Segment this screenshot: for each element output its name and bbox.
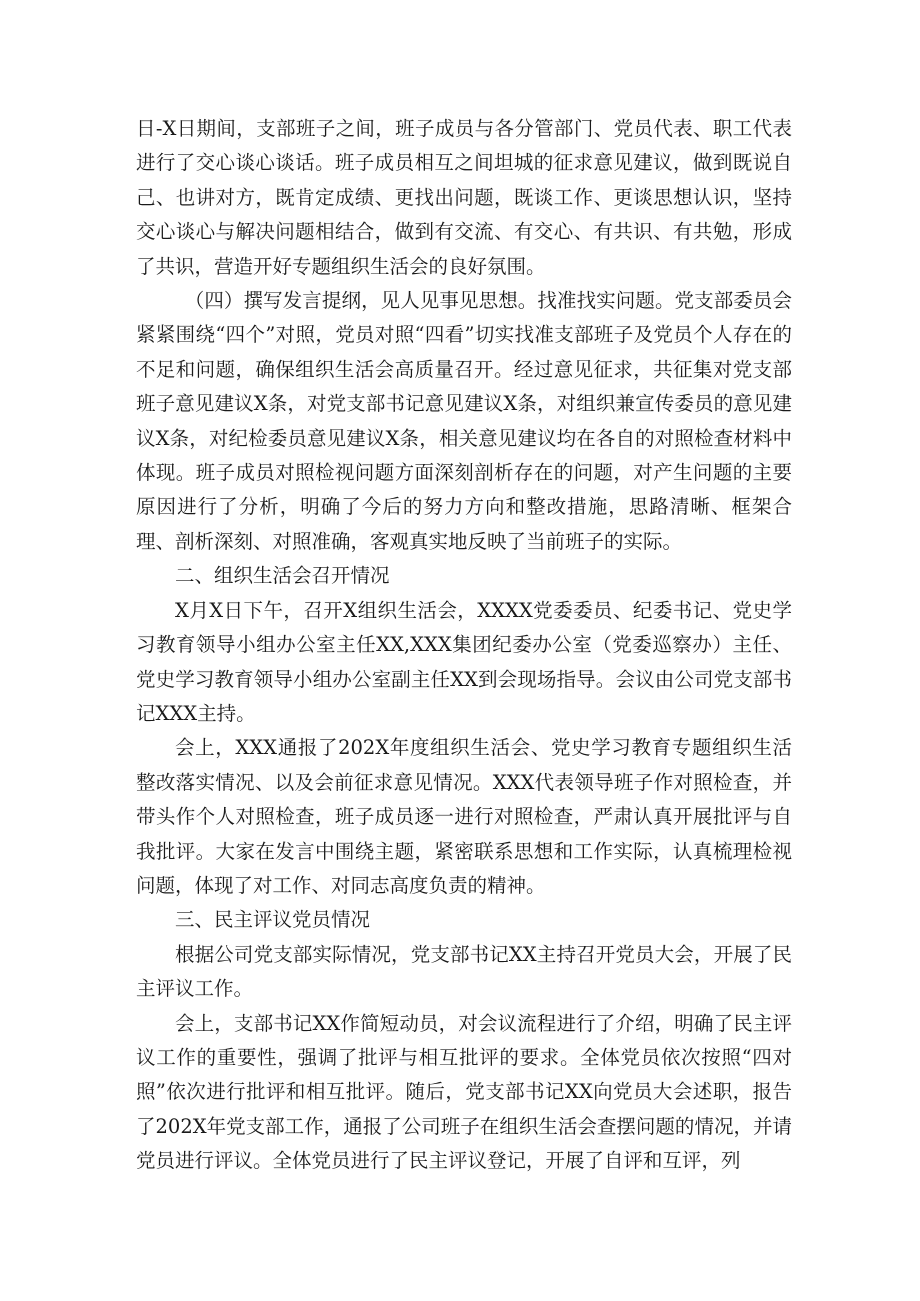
paragraph-meeting-content: 会上，XXX通报了202X年度组织生活会、党史学习教育专题组织生活整改落实情况、以及会前征求意见情况。XXX代表领导班子作对照检查，并带头作个人对照检查，班子成员逐一进行对照检查，严肃认真开展批评与自我批评。大家在发言中围绕主题，紧密联系思想和工作实际，认真梳理检视问题，体现了对工作、对同志高度负责的精神。: [136, 736, 792, 897]
paragraph-evaluation-intro: 根据公司党支部实际情况，党支部书记XX主持召开党员大会，开展了民主评议工作。: [136, 942, 792, 1001]
paragraph-evaluation-process: 会上，支部书记XX作简短动员，对会议流程进行了介绍，明确了民主评议工作的重要性，强调了批评与相互批评的要求。全体党员依次按照“四对照”依次进行批评和相互批评。随后，党支部书记XX向党员大会述职，报告了202X年党支部工作，通报了公司班子在组织生活会查摆问题的情况，并请党员进行评议。全体党员进行了民主评议登记，开展了自评和互评，列: [136, 1011, 792, 1173]
section-heading-two: 二、组织生活会召开情况: [175, 564, 390, 588]
paragraph-section-four: （四）撰写发言提纲，见人见事见思想。找准找实问题。党支部委员会紧紧围绕“四个”对照，党员对照“四看”切实找准支部班子及党员个人存在的不足和问题，确保组织生活会高质量召开。经过意见征求，共征集对党支部班子意见建议X条，对党支部书记意见建议X条，对组织兼宣传委员的意见建议X条，对纪检委员意见建议X条，相关意见建议均在各自的对照检查材料中体现。班子成员对照检视问题方面深刻剖析存在的问题，对产生问题的主要原因进行了分析，明确了今后的努力方向和整改措施，思路清晰、框架合理、剖析深刻、对照准确，客观真实地反映了当前班子的实际。: [136, 289, 792, 553]
paragraph-meeting-held: X月X日下午，召开X组织生活会，XXXX党委委员、纪委书记、党史学习教育领导小组办公室主任XX,XXX集团纪委办公室（党委巡察办）主任、党史学习教育领导小组办公室副主任XX到会现场指导。会议由公司党支部书记XXX主持。: [136, 598, 792, 725]
document-body: [136, 112, 792, 1179]
section-heading-three: 三、民主评议党员情况: [175, 908, 371, 932]
paragraph-continuation: 日-X日期间，支部班子之间，班子成员与各分管部门、党员代表、职工代表进行了交心谈心谈话。班子成员相互之间坦城的征求意见建议，做到既说自己、也讲对方，既肯定成绩、更找出问题，既谈工作、更谈思想认识，坚持交心谈心与解决问题相结合，做到有交流、有交心、有共识、有共勉，形成了共识，营造开好专题组织生活会的良好氛围。: [136, 117, 792, 278]
